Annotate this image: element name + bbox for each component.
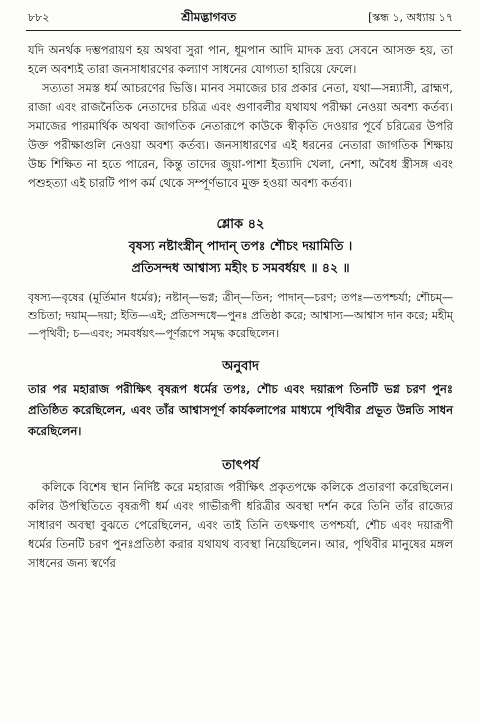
body-paragraph-2: সত্যতা সমস্ত ধর্ম আচরণের ভিত্তি। মানব সমাজের চার প্রকার নেতা, যথা—সন্ন্যাসী, ব্রাহ্মণ, রাজা এবং রাজনৈতিক নেতাদের চরিত্র এবং গুণাবলীর যথাযথ পরীক্ষা নেওয়া অবশ্য কর্তব্য। সমাজের পারমার্থিক অথবা জাগতিক নেতারূপে কাউকে স্বীকৃতি দেওয়ার পূর্বে চরিত্রের উপরি উক্ত পরীক্ষাগুলি নেওয়া অবশ্য কর্তব্য। জনসাধারণের এই ধরনের নেতারা জাগতিক শিক্ষায় উচ্চ শিক্ষিত না হতে পারেন, কিন্তু তাদের জুয়া-পাশা ইত্যাদি খেলা, নেশা, অবৈধ স্ত্রীসঙ্গ এবং পশুহত্যা এই চারটি পাপ কর্ম থেকে সম্পূর্ণভাবে মুক্ত হওয়া অবশ্য কর্তব্য। <box>28 81 453 190</box>
page-number: ৮৮২ <box>28 11 50 24</box>
verse-line-2: প্রতিসন্দধ আশ্বাস্য মহীং চ সমবর্ধয়ৎ ॥ ৪২ ॥ <box>131 260 350 275</box>
book-title: শ্রীমদ্ভাগবত <box>181 10 237 24</box>
verse-line-1: বৃষস্য নষ্টাংস্ত্রীন্ পাদান্ তপঃ শৌচং দয়ামিতি । <box>128 238 353 253</box>
chapter-reference: [স্কন্ধ ১, অধ্যায় ১৭ <box>368 11 453 24</box>
purport-heading: তাৎপর্য <box>222 458 259 473</box>
translation-text: তার পর মহারাজ পরীক্ষিৎ বৃষরূপ ধর্মের তপঃ, শৌচ এবং দয়ারূপ তিনটি ভগ্ন চরণ পুনঃ প্রতিষ্ঠিত করেছিলেন, এবং তাঁর আশ্বাসপূর্ণ কার্যকলাপের মাধ্যমে পৃথিবীর প্রভূত উন্নতি সাধন করেছিলেন। <box>28 382 453 438</box>
purport-text: কলিকে বিশেষ স্থান নির্দিষ্ট করে মহারাজ পরীক্ষিৎ প্রকৃতপক্ষে কলিকে প্রতারণা করেছিলেন। কলির উপস্থিতিতে বৃষরূপী ধর্ম এবং গাভীরূপী ধরিত্রীর অবস্থা দর্শন করে তিনি তাঁর রাজ্যের সাধারণ অবস্থা বুঝতে পেরেছিলেন, এবং তাই তিনি তৎক্ষণাৎ তপশ্চর্যা, শৌচ এবং দয়ারূপী ধর্মের তিনটি চরণ পুনঃপ্রতিষ্ঠা করার যথাযথ ব্যবস্থা নিয়েছিলেন। আর, পৃথিবীর মানুষের মঙ্গল সাধনের জন্য স্বর্ণের <box>28 480 453 570</box>
body-paragraph-1: যদি অনর্থক দম্ভপরায়ণ হয় অথবা সুরা পান, ধূমপান আদি মাদক দ্রব্য সেবনে আসক্ত হয়, তা হলে অবশ্যই তারা জনসাধারণের কল্যাণ সাধনের যোগ্যতা হারিয়ে ফেলে। <box>28 43 453 76</box>
translation-heading: অনুবাদ <box>222 359 259 374</box>
synonyms: বৃষস্য—বৃষের (মূর্তিমান ধর্মের); নষ্টান্—ভগ্ন; ত্রীন্—তিন; পাদান্—চরণ; তপঃ—তপশ্চর্যা; শৌচম্—শুচিতা; দয়াম্—দয়া; ইতি—এই; প্রতিসন্দধে—পুনঃ প্রতিষ্ঠা করে; আশ্বাস্য—আশ্বাস দান করে; মহীম্—পৃথিবী; চ—এবং; সমবর্ধয়ৎ—পূর্ণরূপে সমৃদ্ধ করেছিলেন। <box>28 291 453 340</box>
header-rule <box>26 30 461 31</box>
sloka-heading: শ্লোক ৪২ <box>216 217 265 232</box>
